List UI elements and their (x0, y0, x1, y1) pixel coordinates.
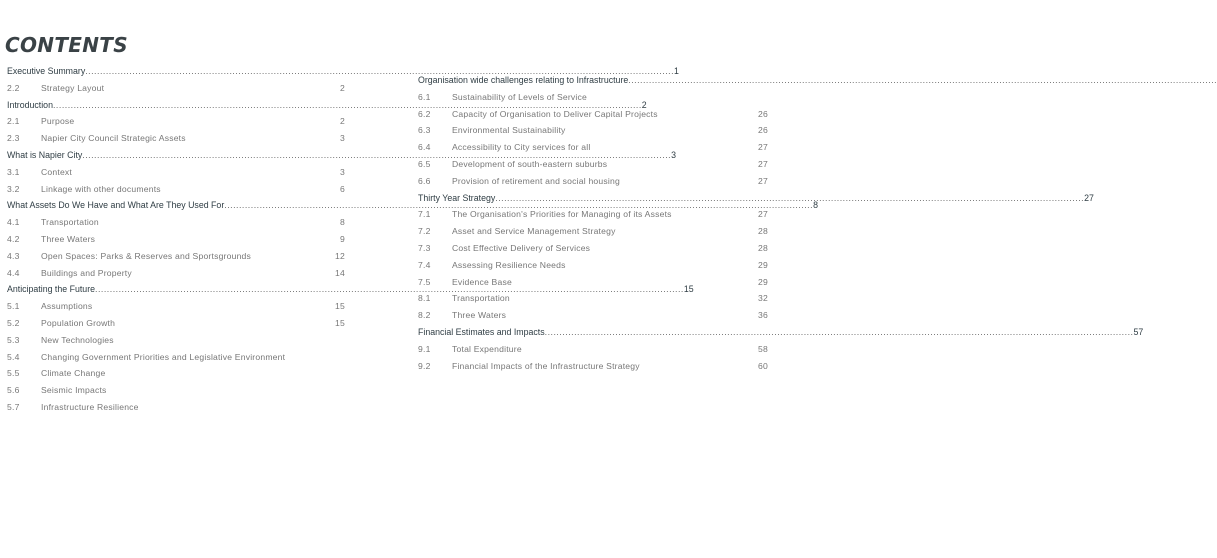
toc-page-number: 8 (813, 200, 818, 211)
toc-heading-label: Anticipating the Future (7, 284, 96, 295)
toc-section-number: 6.2 (418, 108, 431, 119)
toc-entry-label: Development of south-eastern suburbs (452, 158, 608, 169)
toc-page-number: 3 (340, 166, 345, 177)
toc-subsection-entry[interactable] (7, 298, 357, 315)
toc-entry-label: Purpose (41, 116, 75, 127)
toc-page-number: 3 (671, 149, 676, 160)
toc-section-number: 4.3 (7, 250, 20, 261)
toc-subsection-entry[interactable] (7, 382, 357, 399)
toc-subsection-entry[interactable] (7, 164, 357, 181)
toc-page-number: 29 (758, 276, 768, 287)
toc-page-number: 2 (340, 82, 345, 93)
toc-heading-label: What Assets Do We Have and What Are They Used For (7, 200, 225, 211)
toc-section-number: 9.2 (418, 360, 431, 371)
page-title: CONTENTS (5, 33, 128, 57)
toc-page-number: 15 (335, 301, 345, 312)
toc-page-number: 28 (758, 242, 768, 253)
toc-section-number: 2.3 (7, 133, 20, 144)
toc-subsection-entry[interactable] (7, 113, 357, 130)
toc-entry-label: Climate Change (41, 368, 106, 379)
toc-section-number: 7.4 (418, 259, 431, 270)
toc-page-number: 1 (674, 66, 679, 76)
toc-section-number: 6.4 (418, 142, 431, 153)
toc-page-number: 27 (758, 158, 768, 169)
toc-section-number: 5.5 (7, 368, 20, 379)
toc-entry-label: Changing Government Priorities and Legislative Environment (41, 351, 286, 362)
toc-section-number: 5.7 (7, 401, 20, 412)
toc-section-number: 5.2 (7, 317, 20, 328)
toc-section-number: 9.1 (418, 343, 431, 354)
toc-entry-label: Open Spaces: Parks & Reserves and Sportsgrounds (41, 250, 252, 261)
toc-subsection-entry[interactable] (418, 206, 768, 223)
toc-subsection-entry[interactable] (418, 173, 768, 190)
dot-leader: ........................................................................................................................................................................................................ (224, 200, 814, 211)
toc-entry-label: Evidence Base (452, 276, 512, 287)
toc-entry-label: Cost Effective Delivery of Services (452, 242, 591, 253)
dot-leader: ........................................................................................................................................................................................................ (95, 284, 684, 295)
toc-subsection-entry[interactable] (418, 106, 768, 123)
toc-section-number: 6.1 (418, 91, 431, 102)
toc-entry-label: Three Waters (41, 233, 96, 244)
dot-leader: ........................................................................................................................................................................................................ (85, 66, 675, 76)
toc-section-heading[interactable] (418, 190, 1094, 207)
toc-subsection-entry[interactable] (418, 290, 768, 307)
toc-subsection-entry[interactable] (418, 223, 768, 240)
toc-heading-label: Executive Summary (7, 66, 86, 76)
dot-leader: ........................................................................................................................................................................................................ (544, 326, 1134, 337)
dot-leader: ........................................................................................................................................................................................................ (495, 192, 1085, 203)
toc-page-number: 15 (335, 317, 345, 328)
toc-section-number: 3.2 (7, 183, 20, 194)
toc-section-number: 7.2 (418, 226, 431, 237)
toc-section-number: 4.1 (7, 217, 20, 228)
toc-page-number: 26 (758, 108, 768, 119)
toc-entry-label: Buildings and Property (41, 267, 132, 278)
toc-heading-label: What is Napier City (7, 149, 83, 160)
toc-section-number: 6.5 (418, 158, 431, 169)
toc-entry-label: Asset and Service Management Strategy (452, 226, 616, 237)
toc-section-number: 7.5 (418, 276, 431, 287)
toc-entry-label: Linkage with other documents (41, 183, 161, 194)
toc-page-number: 6 (340, 183, 345, 194)
toc-section-number: 8.1 (418, 293, 431, 304)
toc-section-number: 5.1 (7, 301, 20, 312)
toc-subsection-entry[interactable] (7, 231, 357, 248)
toc-page-number: 29 (758, 259, 768, 270)
toc-subsection-entry[interactable] (418, 274, 768, 291)
toc-section-number: 5.4 (7, 351, 20, 362)
toc-section-number: 3.1 (7, 166, 20, 177)
toc-section-heading[interactable] (418, 72, 1217, 89)
toc-page-number: 9 (340, 233, 345, 244)
toc-page-number: 26 (758, 125, 768, 136)
toc-entry-label: The Organisation's Priorities for Managing of its Assets (452, 209, 672, 220)
toc-section-number: 7.1 (418, 209, 431, 220)
toc-page-number: 32 (758, 293, 768, 304)
toc-subsection-entry[interactable] (418, 341, 768, 358)
toc-page-number: 27 (758, 209, 768, 220)
toc-page-number: 3 (340, 133, 345, 144)
toc-page-number: 58 (758, 343, 768, 354)
toc-section-number: 2.1 (7, 116, 20, 127)
toc-section-heading[interactable] (418, 324, 1144, 341)
toc-subsection-entry[interactable] (418, 257, 768, 274)
toc-page-number: 27 (1084, 192, 1094, 203)
toc-subsection-entry[interactable] (7, 130, 357, 147)
toc-subsection-entry[interactable] (7, 349, 357, 366)
toc-subsection-entry[interactable] (418, 122, 768, 139)
toc-entry-label: Napier City Council Strategic Assets (41, 133, 186, 144)
toc-page-number: 2 (641, 99, 647, 110)
toc-subsection-entry[interactable] (7, 399, 357, 416)
toc-entry-label: New Technologies (41, 334, 114, 345)
toc-entry-label: Transportation (41, 217, 99, 228)
toc-entry-label: Context (41, 166, 73, 177)
toc-subsection-entry[interactable] (7, 365, 357, 382)
dot-leader: ........................................................................................................................................................................................................ (628, 75, 1217, 85)
toc-section-number: 2.2 (7, 82, 20, 93)
toc-section-number: 6.6 (418, 175, 431, 186)
toc-page-number: 36 (758, 310, 768, 321)
toc-entry-label: Transportation (452, 293, 510, 304)
toc-subsection-entry[interactable] (418, 240, 768, 257)
contents-column-right (418, 72, 1217, 374)
toc-section-number: 8.2 (418, 310, 431, 321)
toc-page-number: 57 (1133, 326, 1144, 337)
toc-page-number: 28 (758, 226, 768, 237)
toc-heading-label: Financial Estimates and Impacts (418, 326, 545, 337)
toc-entry-label: Sustainability of Levels of Service (452, 91, 588, 102)
toc-subsection-entry[interactable] (7, 315, 357, 332)
toc-section-number: 7.3 (418, 242, 431, 253)
toc-entry-label: Capacity of Organisation to Deliver Capital Projects (452, 108, 658, 119)
toc-page-number: 60 (758, 360, 768, 371)
toc-subsection-entry[interactable] (7, 80, 357, 97)
toc-section-number: 4.2 (7, 233, 20, 244)
toc-entry-label: Assumptions (41, 301, 93, 312)
toc-section-number: 4.4 (7, 267, 20, 278)
toc-page-number: 15 (683, 284, 694, 295)
toc-subsection-entry[interactable] (418, 358, 768, 375)
toc-entry-label: Infrastructure Resilience (41, 401, 139, 412)
toc-heading-label: Introduction (7, 99, 53, 110)
toc-entry-label: Financial Impacts of the Infrastructure Strategy (452, 360, 640, 371)
toc-subsection-entry[interactable] (418, 156, 768, 173)
toc-subsection-entry[interactable] (418, 89, 768, 106)
toc-heading-label: Organisation wide challenges relating to Infrastructure (418, 75, 629, 85)
toc-page-number: 8 (340, 217, 345, 228)
toc-entry-label: Environmental Sustainability (452, 125, 566, 136)
toc-subsection-entry[interactable] (7, 265, 357, 282)
toc-entry-label: Assessing Resilience Needs (452, 259, 566, 270)
toc-subsection-entry[interactable] (7, 332, 357, 349)
toc-section-number: 5.6 (7, 385, 20, 396)
toc-section-number: 6.3 (418, 125, 431, 136)
toc-page-number: 12 (335, 250, 345, 261)
toc-entry-label: Strategy Layout (41, 82, 105, 93)
toc-subsection-entry[interactable] (7, 248, 357, 265)
toc-page-number: 2 (340, 116, 345, 127)
toc-entry-label: Three Waters (452, 310, 507, 321)
dot-leader: ........................................................................................................................................................................................................ (52, 99, 642, 110)
toc-subsection-entry[interactable] (7, 214, 357, 231)
toc-entry-label: Total Expenditure (452, 343, 522, 354)
toc-subsection-entry[interactable] (418, 307, 768, 324)
dot-leader: ........................................................................................................................................................................................................ (82, 149, 672, 160)
toc-heading-label: Thirty Year Strategy (418, 192, 496, 203)
toc-page-number: 14 (335, 267, 345, 278)
toc-entry-label: Accessibility to City services for all (452, 142, 591, 153)
toc-subsection-entry[interactable] (7, 181, 357, 198)
toc-section-number: 5.3 (7, 334, 20, 345)
toc-page-number: 27 (758, 142, 768, 153)
toc-entry-label: Population Growth (41, 317, 116, 328)
toc-entry-label: Seismic Impacts (41, 385, 107, 396)
toc-entry-label: Provision of retirement and social housing (452, 175, 620, 186)
toc-page-number: 27 (758, 175, 768, 186)
toc-subsection-entry[interactable] (418, 139, 768, 156)
